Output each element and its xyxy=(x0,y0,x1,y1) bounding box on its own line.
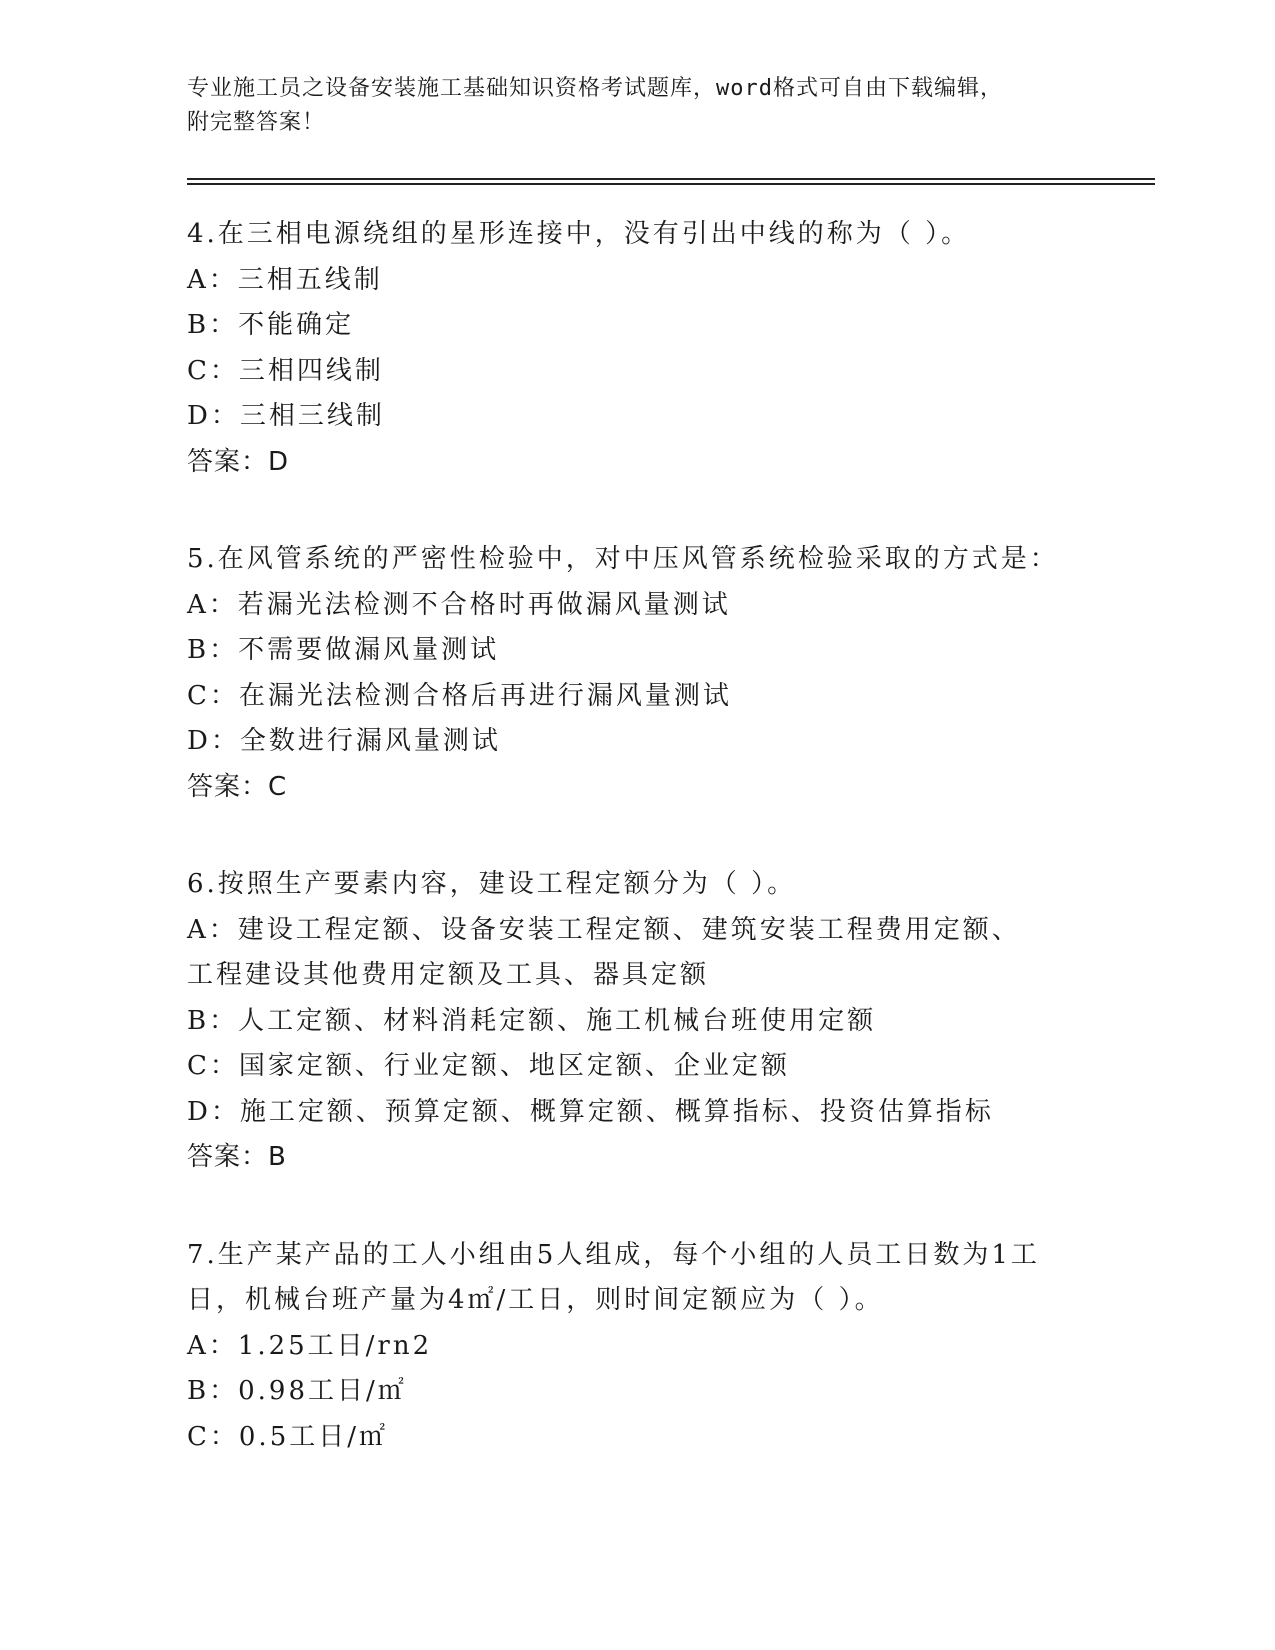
header-line-2: 附完整答案！ xyxy=(187,110,326,135)
option-a: A：建设工程定额、设备安装工程定额、建筑安装工程费用定额、工程建设其他费用定额及工具、器具定额 xyxy=(187,914,1021,990)
document-header xyxy=(187,72,1087,140)
question-stem: 7.生产某产品的工人小组由5人组成，每个小组的人员工日数为1工日，机械台班产量为4㎡/工日，则时间定额应为（ ）。 xyxy=(187,1239,1040,1315)
option-b: B：不需要做漏风量测试 xyxy=(187,635,500,665)
option-d: D：全数进行漏风量测试 xyxy=(187,726,501,756)
header-line-1: 专业施工员之设备安装施工基础知识资格考试题库，word格式可自由下载编辑， xyxy=(187,76,1003,101)
question-stem: 6.按照生产要素内容，建设工程定额分为（ ）。 xyxy=(187,869,797,899)
option-a: A：三相五线制 xyxy=(187,264,383,295)
question-6 xyxy=(187,862,1087,1181)
option-b: B：不能确定 xyxy=(187,310,355,340)
question-stem: 4.在三相电源绕组的星形连接中，没有引出中线的称为（ ）。 xyxy=(187,219,971,249)
option-c: C：三相四线制 xyxy=(187,355,384,386)
header-divider-bottom xyxy=(187,183,1155,185)
question-4 xyxy=(187,212,1087,485)
option-c: C：国家定额、行业定额、地区定额、企业定额 xyxy=(187,1051,790,1081)
question-7 xyxy=(187,1233,1087,1461)
answer-line: 答案：B xyxy=(187,1142,287,1172)
option-b: B：0.98工日/㎡ xyxy=(187,1376,407,1406)
answer-line: 答案：D xyxy=(187,446,290,477)
option-a: A：1.25工日/rn2 xyxy=(187,1330,433,1361)
option-c: C：0.5工日/㎡ xyxy=(187,1421,389,1452)
option-c: C：在漏光法检测合格后再进行漏风量测试 xyxy=(187,680,732,711)
option-d: D：三相三线制 xyxy=(187,401,385,431)
answer-line: 答案：C xyxy=(187,771,288,802)
option-a: A：若漏光法检测不合格时再做漏风量测试 xyxy=(187,589,731,620)
option-b: B：人工定额、材料消耗定额、施工机械台班使用定额 xyxy=(187,1005,877,1036)
option-d: D：施工定额、预算定额、概算定额、概算指标、投资估算指标 xyxy=(187,1096,994,1127)
question-stem: 5.在风管系统的严密性检验中，对中压风管系统检验采取的方式是： xyxy=(187,544,1059,574)
header-divider-top xyxy=(187,178,1155,180)
question-5 xyxy=(187,537,1087,810)
question-list xyxy=(187,212,1087,1512)
